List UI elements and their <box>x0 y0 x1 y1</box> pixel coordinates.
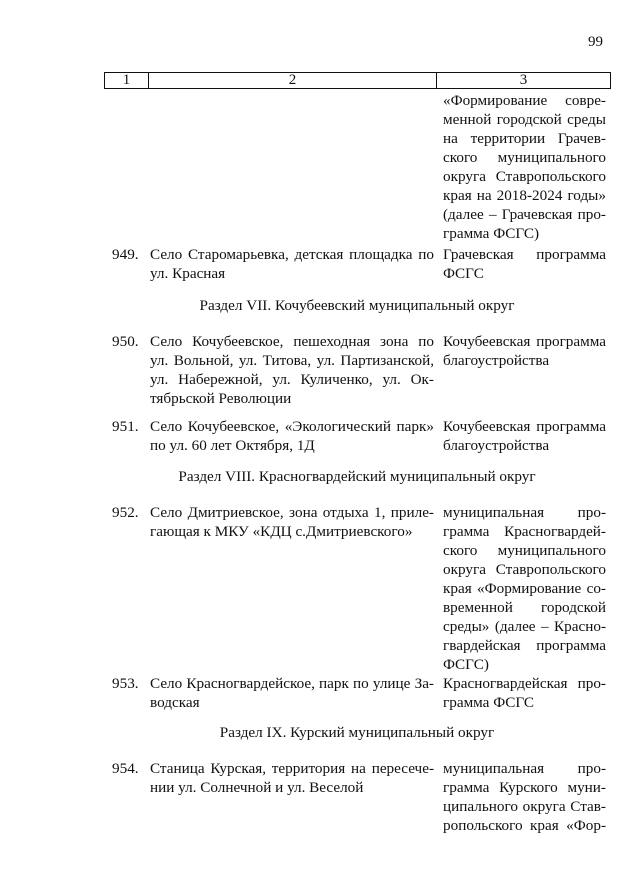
program-line: временной городской <box>443 599 606 616</box>
program-line: на территории Грачев- <box>443 130 606 147</box>
entry-description <box>150 503 434 541</box>
program-line: грамма ФСГС) <box>443 225 540 242</box>
program-line: ФСГС <box>443 265 484 282</box>
program-line: Кочубеевская программа <box>443 418 606 435</box>
program-line: грамма Красногвардей- <box>443 523 606 540</box>
program-line: среды» (далее – Красно- <box>443 618 606 635</box>
section-heading: Раздел VIII. Красногвардейский муниципальный округ <box>178 468 536 485</box>
entry-program <box>443 503 606 674</box>
entry-number: 950. <box>112 333 139 350</box>
entry-program <box>443 759 606 835</box>
program-line: менной городской среды <box>443 111 606 128</box>
column-header-1: 1 <box>105 73 149 89</box>
program-line: муниципальная про- <box>443 760 606 777</box>
program-line: благоустройства <box>443 352 550 369</box>
description-line: Село Дмитриевское, зона отдыха 1, приле- <box>150 504 434 521</box>
program-line: ципального округа Став- <box>443 798 606 815</box>
program-line: муниципальная про- <box>443 504 606 521</box>
description-line: нии ул. Солнечной и ул. Веселой <box>150 779 364 796</box>
program-line: гвардейская программа <box>443 637 606 654</box>
program-line: грамма ФСГС <box>443 694 535 711</box>
program-line: грамма Курского муни- <box>443 779 606 796</box>
program-line: ского муниципального <box>443 149 606 166</box>
program-line: края «Формирование со- <box>443 580 606 597</box>
program-line: округа Ставропольского <box>443 168 606 185</box>
entry-description <box>150 759 434 797</box>
program-line: благоустройства <box>443 437 550 454</box>
program-line: «Формирование совре- <box>443 92 606 109</box>
entry-number: 951. <box>112 418 139 435</box>
entry-program <box>443 332 606 370</box>
program-line: ского муниципального <box>443 542 606 559</box>
section-heading: Раздел VII. Кочубеевский муниципальный округ <box>199 297 515 314</box>
description-line: Станица Курская, территория на пересече- <box>150 760 434 777</box>
description-line: Село Кочубеевское, «Экологический парк» <box>150 418 434 435</box>
description-line: Село Кочубеевское, пешеходная зона по <box>150 333 434 350</box>
program-line: ропольского края «Фор- <box>443 817 606 834</box>
program-line: ФСГС) <box>443 656 489 673</box>
entry-description <box>150 674 434 712</box>
entry-description <box>150 245 434 283</box>
entry-description <box>150 332 434 408</box>
description-line: Село Красногвардейское, парк по улице За- <box>150 675 434 692</box>
description-line: ул. Набережной, ул. Куличенко, ул. Ок- <box>150 371 434 388</box>
program-line: края на 2018-2024 годы» <box>443 187 606 204</box>
entry-number: 954. <box>112 760 139 777</box>
description-line: гающая к МКУ «КДЦ с.Дмитриевского» <box>150 523 413 540</box>
description-line: Село Старомарьевка, детская площадка по <box>150 246 434 263</box>
description-line: тябрьской Революции <box>150 390 292 407</box>
column-header-3: 3 <box>437 73 611 89</box>
description-line: ул. Вольной, ул. Титова, ул. Партизанской, <box>150 352 434 369</box>
description-line: водская <box>150 694 200 711</box>
entry-number: 949. <box>112 246 139 263</box>
column-header-2: 2 <box>149 73 437 89</box>
description-line: ул. Красная <box>150 265 226 282</box>
page-number: 99 <box>588 34 603 50</box>
entry-description <box>150 417 434 455</box>
column-header-table <box>104 72 611 89</box>
entry-program <box>443 417 606 455</box>
entry-program <box>443 245 606 283</box>
section-heading: Раздел IX. Курский муниципальный округ <box>219 724 495 741</box>
description-line: по ул. 60 лет Октября, 1Д <box>150 437 315 454</box>
program-line: Грачевская программа <box>443 246 606 263</box>
program-line: Красногвардейская про- <box>443 675 606 692</box>
entry-program <box>443 674 606 712</box>
continuation-program-text <box>443 91 606 243</box>
entry-number: 952. <box>112 504 139 521</box>
program-line: Кочубеевская программа <box>443 333 606 350</box>
program-line: (далее – Грачевская про- <box>443 206 606 223</box>
entry-number: 953. <box>112 675 139 692</box>
program-line: округа Ставропольского <box>443 561 606 578</box>
